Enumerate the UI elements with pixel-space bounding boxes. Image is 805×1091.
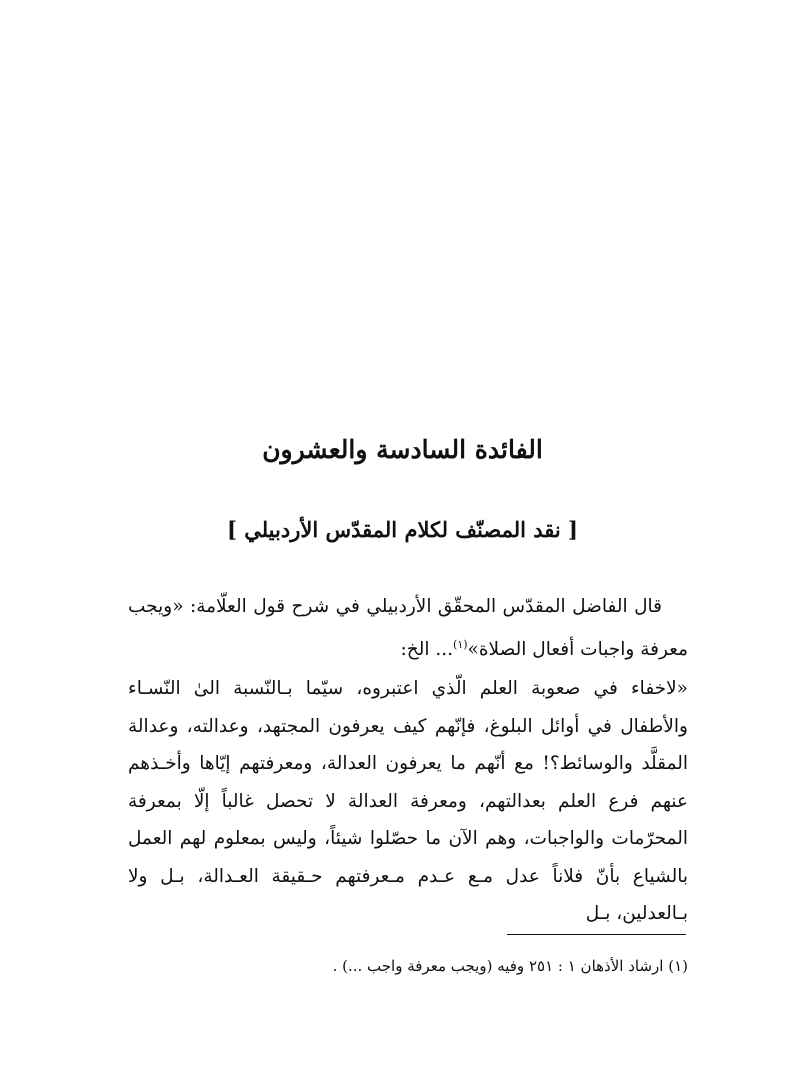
paragraph-intro-end: ... الخ: <box>400 638 454 660</box>
footnote-reference[interactable]: (١) <box>453 637 468 651</box>
chapter-title: الفائدة السادسة والعشرون <box>262 435 543 464</box>
main-text <box>128 588 688 933</box>
paragraph-quote: «لاخفاء في صعوبة العلم الّذي اعتبروه، سيّما بـالنّسبة الىٰ النّسـاء والأطفال في أوائل البلوغ، فإنّهم كيف يعرفون المجتهد، وعدالته، وعدالة المقلَّد والوسائط؟! مع أنّهم ما يعرفون العدالة، ومعرفتهم إيّاها وأخـذهم عنهم فرع العلم بعدالتهم، ومعرفة العدالة لا تحصل غالباً إلّا بمعرفة المحرّمات والواجبات، وهم الآن ما حصّلوا شيئاً، وليس بمعلوم لهم العمل بالشياع بأنّ فلاناً عدل مـع عـدم مـعرفتهم حـقيقة العـدالة، بـل ولا بـالعدلين، بـل <box>128 678 688 925</box>
paragraph-intro <box>128 588 688 668</box>
footnote: (١) ارشاد الأذهان ١ : ٢٥١ وفيه (ويجب معرفة واجب ...) . <box>332 957 688 975</box>
footnote-divider <box>507 934 686 935</box>
paragraph-intro-text: قال الفاضل المقدّس المحقّق الأردبيلي في شرح قول العلّامة: «ويجب معرفة واجبات أفعال الصلاة» <box>128 596 688 660</box>
chapter-subtitle: [ نقد المصنّف لكلام المقدّس الأردبيلي ] <box>226 517 578 542</box>
